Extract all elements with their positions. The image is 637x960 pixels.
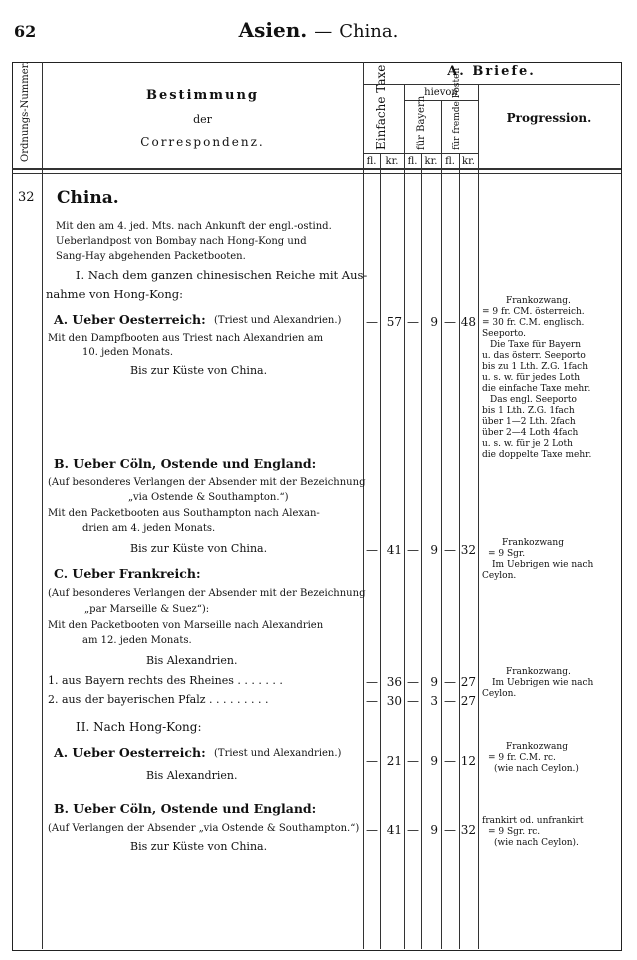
divider xyxy=(363,62,364,949)
text-line: (Auf Verlangen der Absender „via Ostende & Southampton.“) xyxy=(48,823,360,834)
text-line: Bis Alexandrien. xyxy=(146,654,238,667)
value-fl: — xyxy=(407,823,419,837)
value-fl: — xyxy=(366,675,378,689)
progression-line: Seeporto. xyxy=(482,329,527,339)
progression-line: u. s. w. für jedes Loth xyxy=(482,373,580,383)
progression-line: = 9 Sgr. rc. xyxy=(488,827,541,837)
fl-header: fl. xyxy=(407,156,418,167)
progression-line: über 2—4 Loth 4fach xyxy=(482,428,579,438)
page-number: 62 xyxy=(14,22,37,41)
progression-line: Frankozwang. xyxy=(506,667,571,677)
text-line: Bis zur Küste von China. xyxy=(130,840,268,853)
value-kr: 12 xyxy=(460,754,476,768)
text-line: Mit den Packetbooten aus Southampton nach Alexan- xyxy=(48,508,320,519)
value-kr: 9 xyxy=(430,754,438,768)
text-line: Mit den Dampfbooten aus Triest nach Alexandrien am xyxy=(48,333,324,344)
text-line: Bis zur Küste von China. xyxy=(130,364,268,377)
col-dest-header-1: Bestimmung xyxy=(145,88,260,103)
text-line: (Auf besonderes Verlangen der Absender mit der Bezeichnung xyxy=(48,588,366,599)
divider xyxy=(363,84,620,85)
entry-heading: China. xyxy=(57,188,119,208)
progression-line: Im Uebrigen wie nach xyxy=(492,678,594,688)
title-subtitle: China. xyxy=(339,21,399,42)
progression-line: Ceylon. xyxy=(482,571,517,581)
divider xyxy=(42,62,43,949)
progression-line: u. das österr. Seeporto xyxy=(482,351,586,361)
value-kr: 41 xyxy=(386,823,402,837)
divider xyxy=(12,173,621,174)
text-line: Bis zur Küste von China. xyxy=(130,542,268,555)
value-fl: — xyxy=(444,754,456,768)
value-fl: — xyxy=(366,823,378,837)
progression-block xyxy=(482,742,579,775)
value-fl: — xyxy=(407,675,419,689)
progression-line: Das engl. Seeporto xyxy=(490,395,577,405)
intro-line: Sang-Hay abgehenden Packetbooten. xyxy=(56,251,246,262)
value-kr: 27 xyxy=(460,694,476,708)
value-kr: 3 xyxy=(430,694,438,708)
col-dest-header-2: der xyxy=(193,113,212,126)
progression-line: über 1—2 Lth. 2fach xyxy=(482,417,576,427)
text-line: Bis Alexandrien. xyxy=(146,769,238,782)
value-kr: 32 xyxy=(460,543,476,557)
value-fl: — xyxy=(444,675,456,689)
progression-line: frankirt od. unfrankirt xyxy=(482,816,584,826)
progression-line: die einfache Taxe mehr. xyxy=(482,384,591,394)
value-fl: — xyxy=(444,694,456,708)
value-kr: 9 xyxy=(430,543,438,557)
progression-line: Frankozwang xyxy=(502,538,564,548)
subsection-heading: C. Ueber Frankreich: xyxy=(54,566,201,581)
value-kr: 9 xyxy=(430,823,438,837)
subsection-note: (Triest und Alexandrien.) xyxy=(214,748,342,759)
letters-header: A. Briefe. xyxy=(447,64,536,79)
progression-line: = 9 fr. C.M. rc. xyxy=(488,753,556,763)
value-fl: — xyxy=(407,543,419,557)
progression-line: bis 1 Lth. Z.G. 1fach xyxy=(482,406,575,416)
progression-line: u. s. w. für je 2 Loth xyxy=(482,439,573,449)
progression-line: = 30 fr. C.M. englisch. xyxy=(482,318,585,328)
value-kr: 27 xyxy=(460,675,476,689)
text-line: (Auf besonderes Verlangen der Absender mit der Bezeichnung xyxy=(48,477,366,488)
value-fl: — xyxy=(407,694,419,708)
divider xyxy=(404,84,405,949)
text-line: Mit den Packetbooten von Marseille nach Alexandrien xyxy=(48,620,324,631)
divider xyxy=(363,153,478,154)
kr-header: kr. xyxy=(424,156,438,167)
progression-block xyxy=(482,816,583,849)
section-heading: I. Nach dem ganzen chinesischen Reiche mit Aus- xyxy=(76,268,368,282)
col-number-header: Ordnungs-Nummer. xyxy=(20,61,31,162)
subsection-heading: B. Ueber Cöln, Ostende und England: xyxy=(54,801,317,816)
value-fl: — xyxy=(407,315,419,329)
progression-line: = 9 Sgr. xyxy=(488,549,526,559)
progression-block xyxy=(482,296,591,461)
value-fl: — xyxy=(407,754,419,768)
progression-line: Die Taxe für Bayern xyxy=(490,340,581,350)
value-fl: — xyxy=(444,543,456,557)
text-line: drien am 4. jeden Monats. xyxy=(82,523,216,534)
subsection-heading: B. Ueber Cöln, Ostende und England: xyxy=(54,456,317,471)
row-label: 1. aus Bayern rechts des Rheines . . . . . . . xyxy=(48,674,283,687)
section-heading: nahme von Hong-Kong: xyxy=(46,287,183,301)
kr-header: kr. xyxy=(385,156,399,167)
page-title xyxy=(0,18,637,42)
divider xyxy=(441,100,442,949)
progression-line: bis zu 1 Lth. Z.G. 1fach xyxy=(482,362,589,372)
kr-header: kr. xyxy=(462,156,475,167)
progression-line: (wie nach Ceylon). xyxy=(494,838,579,848)
hievon-header: hievon xyxy=(424,87,458,98)
fl-header: fl. xyxy=(445,156,455,167)
value-kr: 41 xyxy=(386,543,402,557)
section-heading: II. Nach Hong-Kong: xyxy=(76,720,202,734)
value-kr: 9 xyxy=(430,675,438,689)
subsection-heading: A. Ueber Oesterreich: xyxy=(54,312,206,327)
text-line: 10. jeden Monats. xyxy=(82,347,174,358)
intro-line: Ueberlandpost von Bombay nach Hong-Kong und xyxy=(56,236,307,247)
divider xyxy=(12,168,621,170)
text-line: „via Ostende & Southampton.“) xyxy=(128,492,289,503)
fl-header: fl. xyxy=(366,156,377,167)
intro-line: Mit den am 4. jed. Mts. nach Ankunft der engl.-ostind. xyxy=(56,221,332,232)
entry-number: 32 xyxy=(18,190,35,205)
progression-block xyxy=(482,538,593,582)
progression-block xyxy=(482,667,593,700)
value-kr: 32 xyxy=(460,823,476,837)
value-kr: 30 xyxy=(386,694,402,708)
value-kr: 48 xyxy=(460,315,476,329)
title-separator: — xyxy=(314,21,333,42)
text-line: am 12. jeden Monats. xyxy=(82,635,192,646)
progression-line: (wie nach Ceylon.) xyxy=(494,764,579,774)
progression-line: Ceylon. xyxy=(482,689,517,699)
value-kr: 57 xyxy=(386,315,402,329)
progression-header: Progression. xyxy=(506,111,592,125)
progression-line: Im Uebrigen wie nach xyxy=(492,560,594,570)
value-kr: 36 xyxy=(386,675,402,689)
subsection-heading: A. Ueber Oesterreich: xyxy=(54,745,206,760)
text-line: „par Marseille & Suez“): xyxy=(84,604,210,615)
col-dest-header-3: Correspondenz. xyxy=(140,135,265,149)
row-label: 2. aus der bayerischen Pfalz . . . . . . . . . xyxy=(48,693,269,706)
divider xyxy=(478,84,479,949)
value-fl: — xyxy=(366,315,378,329)
value-fl: — xyxy=(366,694,378,708)
progression-line: die doppelte Taxe mehr. xyxy=(482,450,592,460)
for-foreign-header: für fremde Posten xyxy=(452,67,462,150)
for-bavaria-header: für Bayern xyxy=(416,95,427,150)
value-fl: — xyxy=(444,315,456,329)
value-kr: 21 xyxy=(386,754,402,768)
progression-line: = 9 fr. CM. österreich. xyxy=(482,307,585,317)
progression-line: Frankozwang. xyxy=(506,296,571,306)
value-kr: 9 xyxy=(430,315,438,329)
simple-tax-header: Einfache Taxe xyxy=(374,64,388,150)
value-fl: — xyxy=(444,823,456,837)
subsection-note: (Triest und Alexandrien.) xyxy=(214,315,342,326)
title-main: Asien. xyxy=(238,18,308,42)
progression-line: Frankozwang xyxy=(506,742,568,752)
value-fl: — xyxy=(366,543,378,557)
value-fl: — xyxy=(366,754,378,768)
